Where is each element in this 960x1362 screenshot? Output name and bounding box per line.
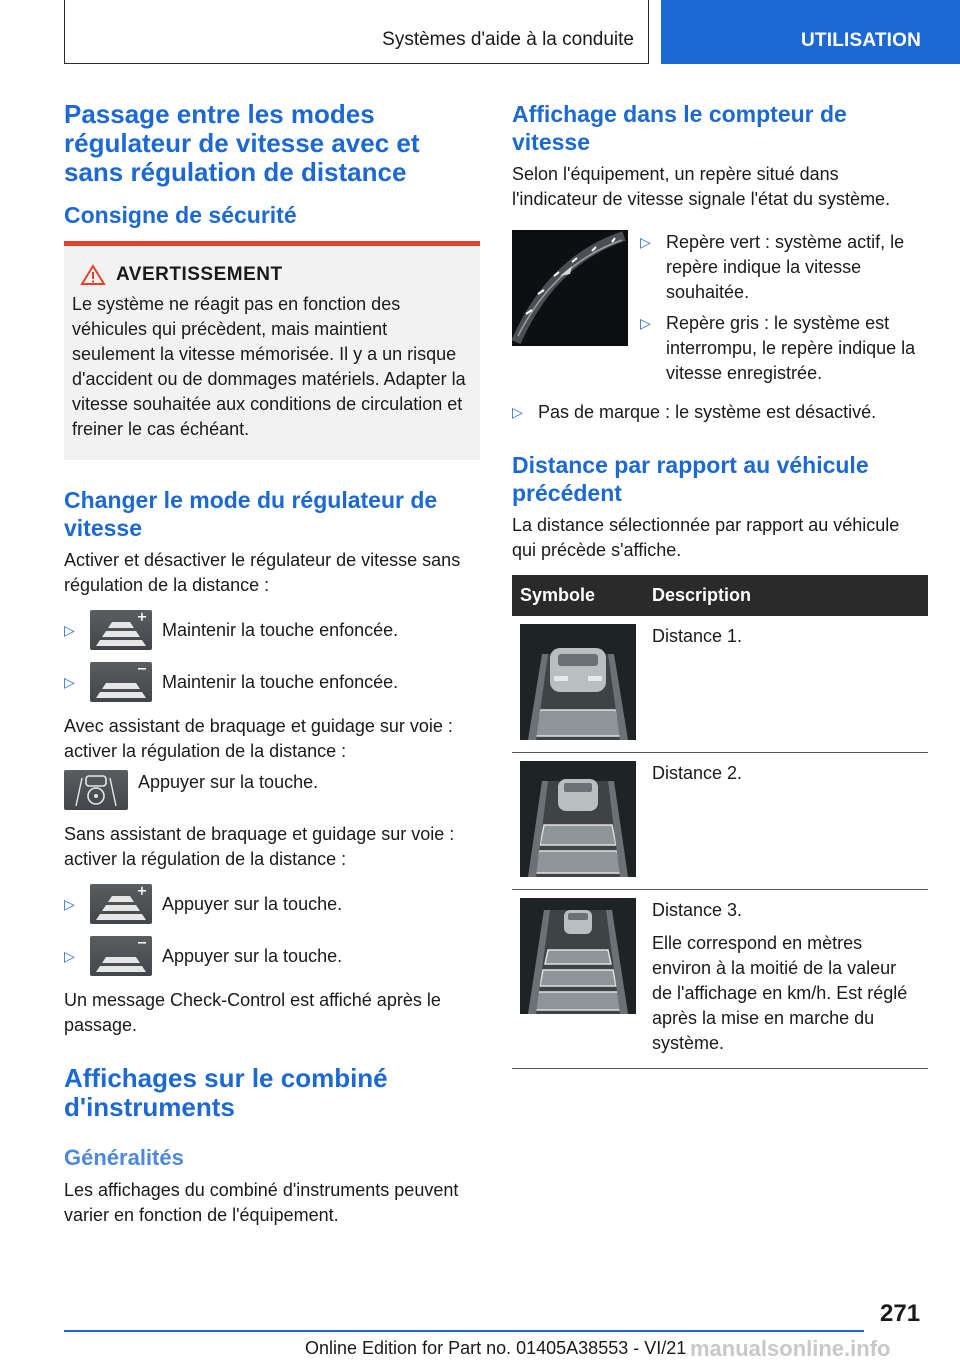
change-item-1 bbox=[64, 610, 480, 650]
press-text: Appuyer sur la touche. bbox=[138, 772, 319, 792]
warning-box bbox=[64, 241, 480, 460]
without-item-2 bbox=[64, 936, 480, 976]
header-section bbox=[64, 0, 649, 64]
warning-title: AVERTISSEMENT bbox=[116, 264, 283, 285]
table-header-row bbox=[512, 575, 928, 616]
left-column bbox=[64, 100, 480, 1236]
distance-3-desc: Distance 3. bbox=[652, 900, 743, 920]
warning-icon bbox=[80, 264, 106, 286]
page-number: 271 bbox=[880, 1300, 921, 1327]
distance-2-desc: Distance 2. bbox=[652, 763, 743, 783]
distance-table bbox=[512, 575, 928, 1069]
speedo-item-2-text: Repère gris : le système est interrompu, le repère indique la vitesse enregistrée. bbox=[666, 313, 916, 383]
bullet-triangle-icon: ▷ bbox=[512, 404, 523, 420]
change-item-2 bbox=[64, 662, 480, 702]
change-item-2-text: Maintenir la touche enfoncée. bbox=[162, 671, 399, 692]
press-steering-assist bbox=[64, 772, 480, 810]
warning-header bbox=[80, 264, 472, 286]
speedo-item-2 bbox=[640, 311, 928, 386]
acc-distance-minus-button-icon bbox=[90, 662, 152, 702]
right-column bbox=[512, 100, 928, 1069]
acc-distance-plus-button-icon bbox=[90, 884, 152, 924]
warning-text: Le système ne réagit pas en fonction des véhicules qui précèdent, mais maintient seulement la vitesse mémorisée. Il y a un risque d'accident ou de dommages matériels. Adapter la vitesse souhaitée aux conditions de circulation et freiner le cas échéant. bbox=[72, 294, 466, 439]
without-item-1-text: Appuyer sur la touche. bbox=[162, 893, 343, 914]
symbol-cell bbox=[512, 890, 644, 1069]
change-mode-heading: Changer le mode du régulateur de vitesse bbox=[64, 487, 438, 541]
column-header-description: Description bbox=[644, 575, 928, 616]
steering-assist-button-icon bbox=[64, 770, 128, 810]
footer-edition: Online Edition for Part no. 01405A38553 - VI/21 bbox=[305, 1338, 687, 1358]
speedometer-image bbox=[512, 230, 628, 346]
bullet-triangle-icon: ▷ bbox=[640, 315, 651, 331]
speedo-item-1-text: Repère vert : système actif, le repère indique la vitesse souhaitée. bbox=[666, 232, 905, 302]
bullet-triangle-icon: ▷ bbox=[64, 673, 75, 690]
section-title: Passage entre les modes régulateur de vitesse avec et sans régulation de distance bbox=[64, 99, 420, 187]
header-chapter-label: UTILISATION bbox=[801, 30, 922, 51]
description-cell bbox=[644, 890, 928, 1069]
bullet-triangle-icon: ▷ bbox=[64, 895, 75, 912]
bullet-triangle-icon: ▷ bbox=[640, 234, 651, 250]
header-chapter-tab[interactable] bbox=[661, 0, 960, 64]
description-cell bbox=[644, 753, 928, 890]
change-mode-intro: Activer et désactiver le régulateur de vitesse sans régulation de la distance : bbox=[64, 550, 461, 595]
general-heading: Généralités bbox=[64, 1145, 184, 1170]
display-heading: Affichages sur le combiné d'instruments bbox=[64, 1063, 388, 1122]
distance-1-image bbox=[520, 624, 636, 740]
table-row bbox=[512, 616, 928, 753]
symbol-cell bbox=[512, 616, 644, 753]
distance-intro: La distance sélectionnée par rapport au véhicule qui précède s'affiche. bbox=[512, 515, 900, 560]
description-cell bbox=[644, 616, 928, 753]
distance-2-image bbox=[520, 761, 636, 877]
without-assist-text: Sans assistant de braquage et guidage sur voie : activer la régulation de la distance : bbox=[64, 824, 455, 869]
speedo-off-item bbox=[512, 400, 928, 425]
speedo-block bbox=[512, 230, 928, 392]
footer-divider bbox=[64, 1330, 864, 1332]
distance-heading: Distance par rapport au véhicule précédent bbox=[512, 452, 869, 506]
speedo-off-text: Pas de marque : le système est désactivé. bbox=[538, 402, 877, 422]
distance-1-desc: Distance 1. bbox=[652, 626, 743, 646]
change-item-1-text: Maintenir la touche enfoncée. bbox=[162, 619, 399, 640]
with-assist-text: Avec assistant de braquage et guidage sur voie : activer la régulation de la distance : bbox=[64, 716, 453, 761]
table-row bbox=[512, 753, 928, 890]
speedo-intro: Selon l'équipement, un repère situé dans l'indicateur de vitesse signale l'état du système. bbox=[512, 164, 891, 209]
without-item-2-text: Appuyer sur la touche. bbox=[162, 945, 343, 966]
speedo-heading: Affichage dans le compteur de vitesse bbox=[512, 101, 847, 155]
distance-3-image bbox=[520, 898, 636, 1014]
without-item-1 bbox=[64, 884, 480, 924]
header-section-title: Systèmes d'aide à la conduite bbox=[382, 29, 634, 50]
symbol-cell bbox=[512, 753, 644, 890]
distance-3-extra: Elle correspond en mètres environ à la moitié de la valeur de l'affichage en km/h. Est réglé après la mise en marche du système. bbox=[652, 933, 908, 1053]
column-header-symbol: Symbole bbox=[512, 575, 644, 616]
general-text: Les affichages du combiné d'instruments peuvent varier en fonction de l'équipement. bbox=[64, 1180, 459, 1225]
table-row bbox=[512, 890, 928, 1069]
footer-watermark: manualsonline.info bbox=[690, 1336, 891, 1361]
acc-distance-plus-button-icon bbox=[90, 610, 152, 650]
check-control-text: Un message Check-Control est affiché après le passage. bbox=[64, 990, 441, 1035]
bullet-triangle-icon: ▷ bbox=[64, 947, 75, 964]
bullet-triangle-icon: ▷ bbox=[64, 621, 75, 638]
acc-distance-minus-button-icon bbox=[90, 936, 152, 976]
safety-heading: Consigne de sécurité bbox=[64, 202, 297, 228]
speedo-item-1 bbox=[640, 230, 928, 305]
